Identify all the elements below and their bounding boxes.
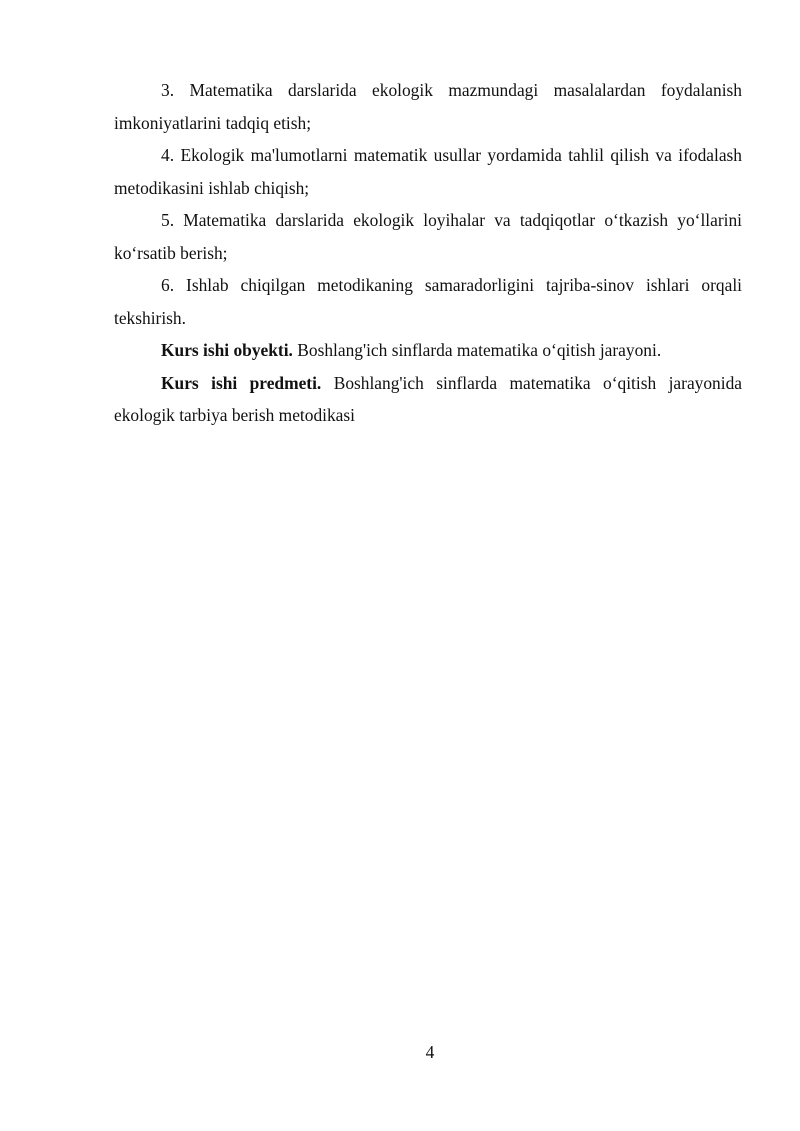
- page-body: [114, 74, 742, 432]
- course-object-label: Kurs ishi obyekti.: [161, 340, 293, 360]
- course-subject-text: Boshlang'ich sinflarda matematika o‘qitish jarayonida ekologik tarbiya berish metodikasi: [114, 372, 742, 425]
- list-item-6: 6. Ishlab chiqilgan metodikaning samaradorligini tajriba-sinov ishlari orqali tekshirish.: [114, 275, 742, 328]
- list-item-5: 5. Matematika darslarida ekologik loyihalar va tadqiqotlar o‘tkazish yo‘llarini ko‘rsatib berish;: [114, 210, 742, 263]
- list-item-4: 4. Ekologik ma'lumotlarni matematik usullar yordamida tahlil qilish va ifodalash metodikasini ishlab chiqish;: [114, 145, 742, 198]
- course-subject-label: Kurs ishi predmeti.: [161, 372, 322, 393]
- course-object-text: Boshlang'ich sinflarda matematika o‘qitish jarayoni.: [292, 340, 662, 360]
- course-subject-paragraph: [114, 367, 742, 432]
- page-number: 4: [425, 1042, 435, 1062]
- course-object-paragraph: [114, 334, 742, 367]
- list-item-3: 3. Matematika darslarida ekologik mazmundagi masalalardan foydalanish imkoniyatlarini tadqiq etish;: [114, 80, 742, 133]
